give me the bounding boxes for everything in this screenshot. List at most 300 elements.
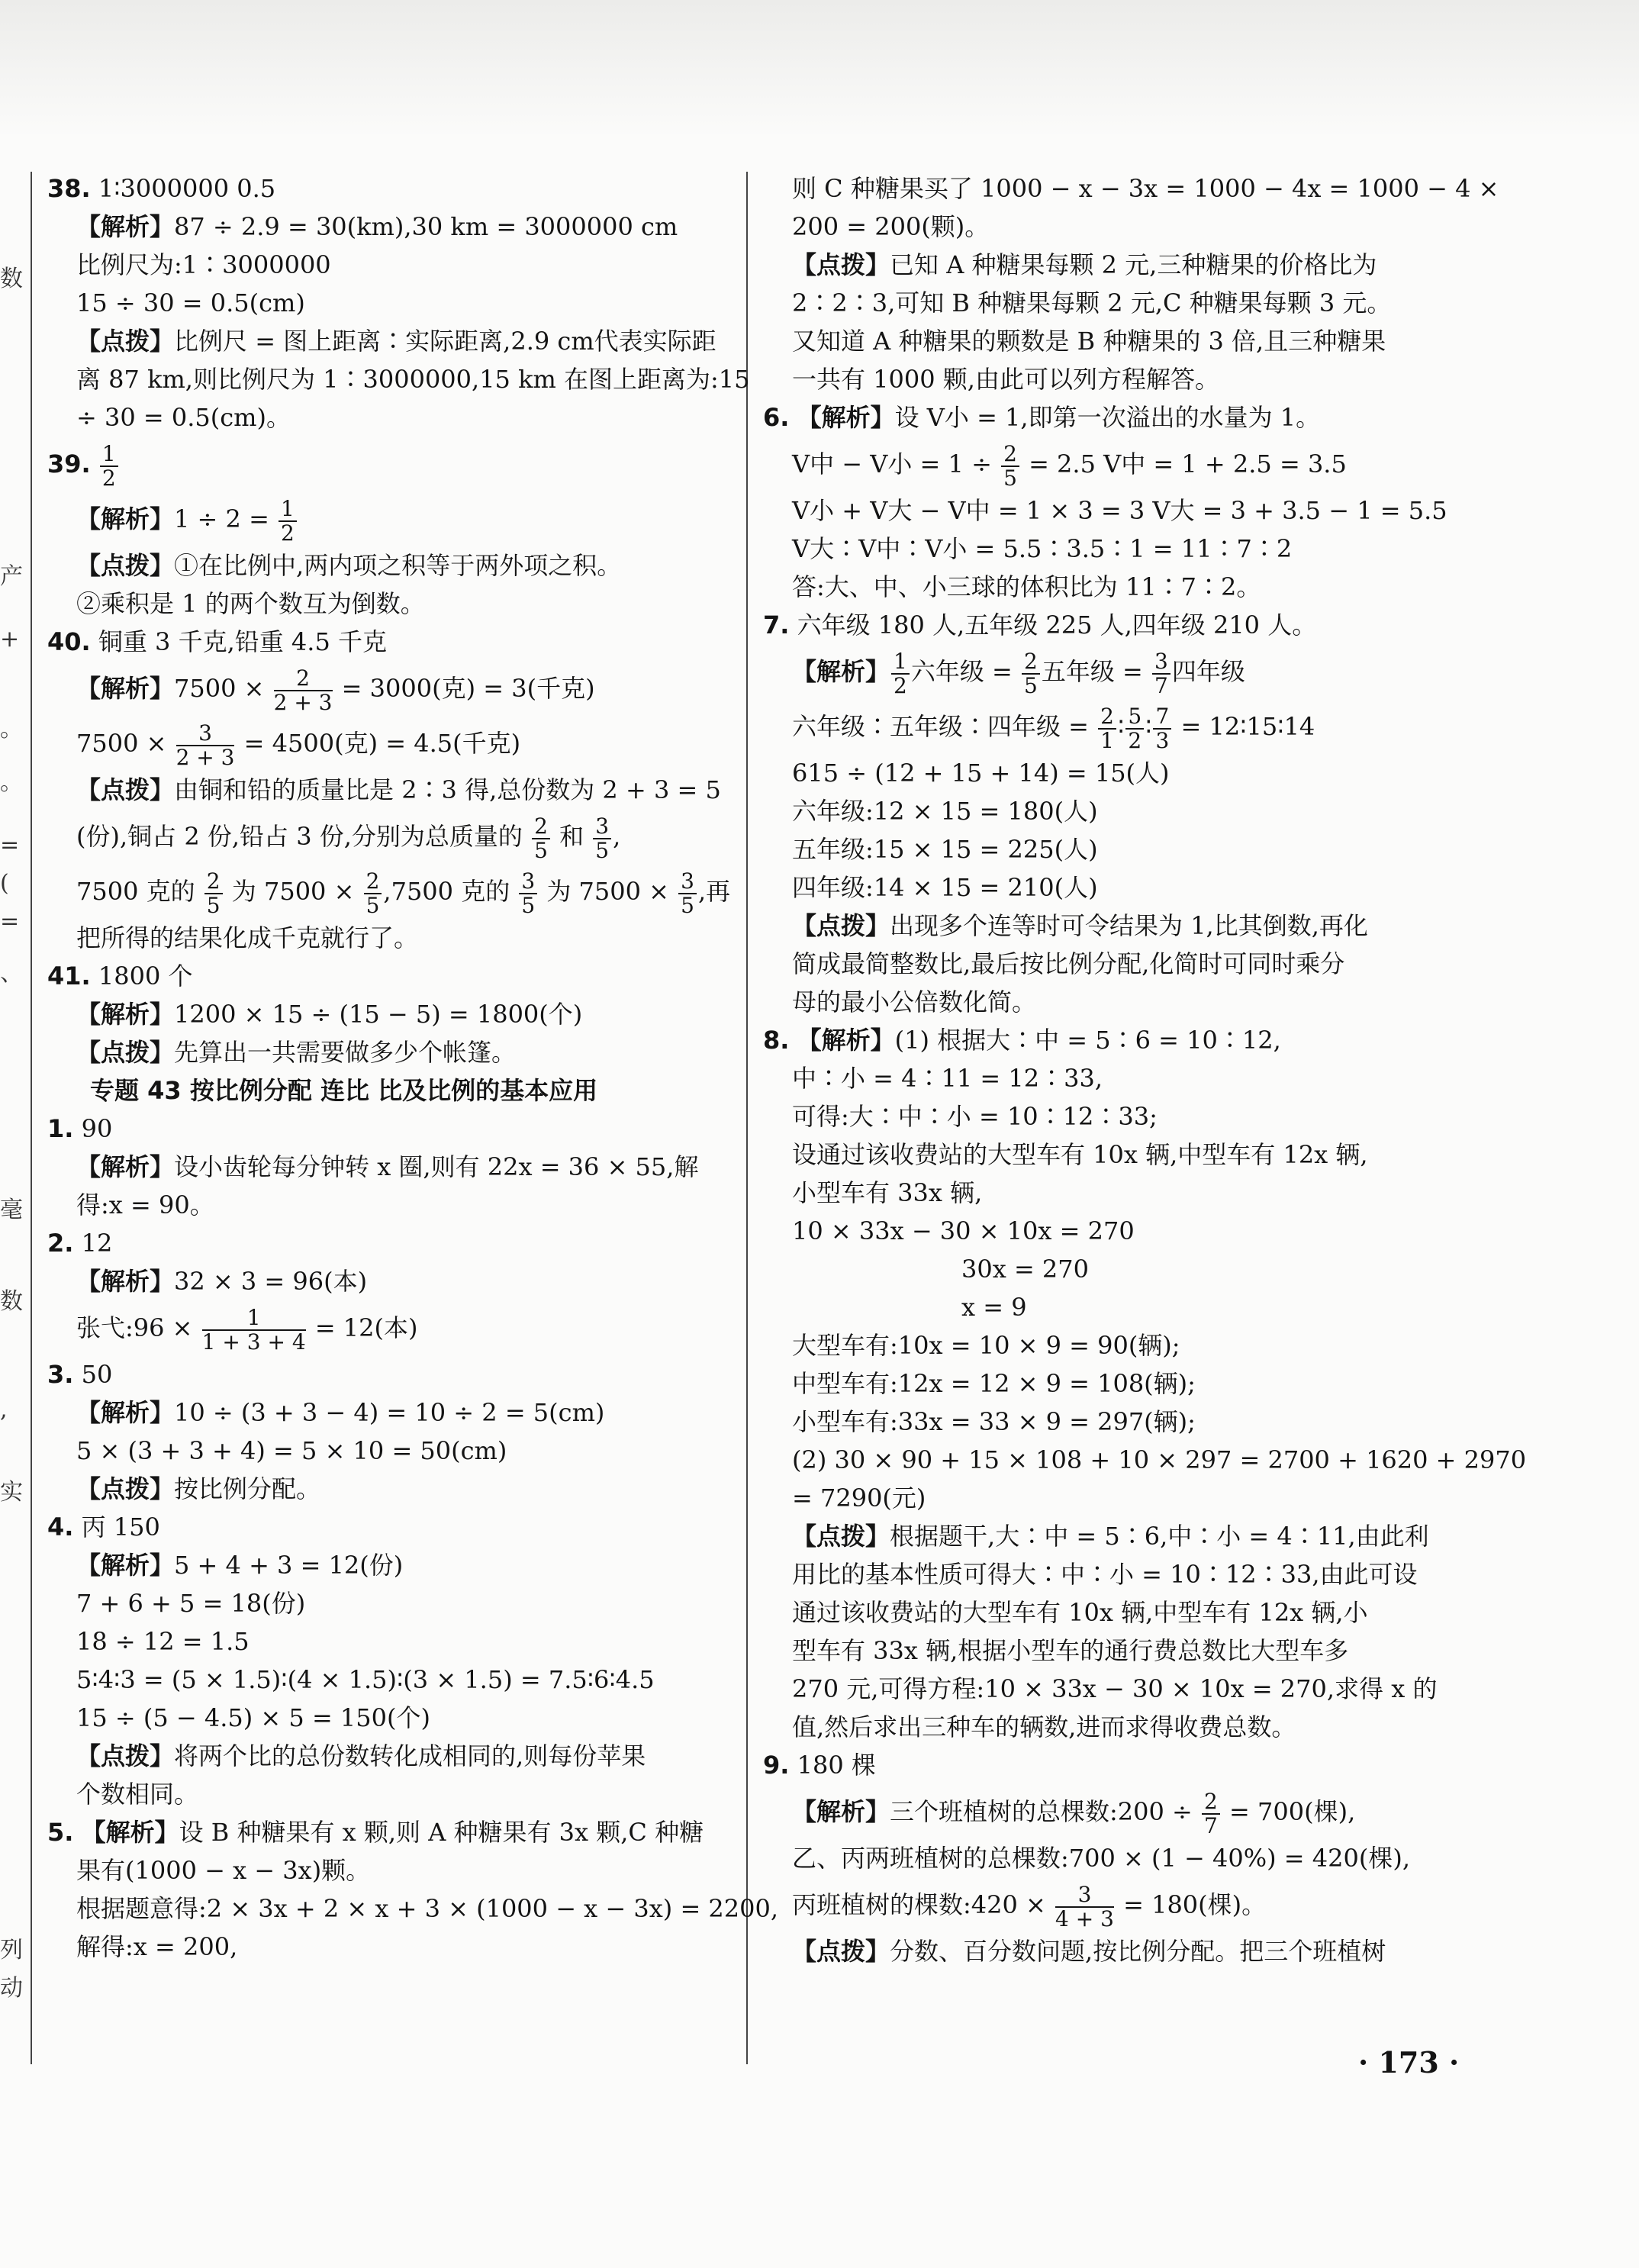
fraction — [678, 870, 697, 917]
text-line — [763, 1746, 1450, 1784]
text-line — [47, 1355, 742, 1393]
text-run: 铜重 3 千克,铅重 4.5 千克 — [90, 627, 387, 656]
text-line — [47, 169, 742, 208]
text-line — [763, 644, 1450, 699]
section-tag: 【点拨】 — [76, 327, 175, 356]
fraction-denominator: 5 — [534, 837, 548, 863]
fraction-numerator: 2 — [364, 870, 382, 894]
text-line — [763, 792, 1450, 830]
text-run: 大型车有:10x = 10 × 9 = 90(辆); — [792, 1331, 1180, 1360]
section-tag: 【解析】 — [76, 504, 175, 533]
fraction-numerator: 1 — [202, 1306, 306, 1331]
fraction-numerator: 1 — [279, 498, 297, 522]
text-line — [763, 530, 1450, 568]
text-line — [763, 983, 1450, 1021]
fraction — [1098, 705, 1116, 752]
text-run: 丙 150 — [73, 1513, 160, 1542]
text-run: 值,然后求出三种车的辆数,进而求得收费总数。 — [792, 1712, 1296, 1741]
fraction-denominator: 5 — [681, 892, 694, 918]
gutter-fragment: 数 — [0, 1288, 23, 1315]
text-run: = 180(棵)。 — [1115, 1890, 1267, 1919]
item-number: 6. — [763, 403, 790, 432]
text-line — [763, 1021, 1450, 1059]
text-run: 比例尺 = 图上距离∶实际距离,2.9 cm代表实际距 — [174, 327, 716, 356]
left-column-rule — [31, 172, 32, 2064]
text-run — [91, 449, 98, 478]
section-tag: 【解析】 — [81, 1818, 179, 1847]
fraction-numerator: 3 — [176, 722, 235, 746]
text-line — [47, 995, 742, 1033]
text-run: 四年级:14 × 15 = 210(人) — [792, 873, 1098, 902]
item-number: 7. — [763, 610, 790, 639]
text-run: 50 — [73, 1360, 113, 1389]
section-heading: 专题 43 按比例分配 连比 比及比例的基本应用 — [90, 1076, 598, 1105]
text-run: 1 ÷ 2 = — [174, 504, 278, 533]
section-tag: 【解析】 — [76, 1551, 175, 1580]
text-run: 小型车有:33x = 33 × 9 = 297(辆); — [792, 1407, 1196, 1436]
text-line — [763, 1593, 1450, 1632]
section-tag: 【解析】 — [76, 674, 175, 703]
section-tag: 【解析】 — [797, 403, 895, 432]
text-run: 五年级:15 × 15 = 225(人) — [792, 835, 1098, 864]
text-line — [47, 1584, 742, 1622]
section-tag: 【解析】 — [797, 1026, 895, 1055]
section-tag: 【解析】 — [792, 1797, 890, 1826]
gutter-fragment: 毫 — [0, 1197, 23, 1223]
text-run: = 12∶15∶14 — [1173, 712, 1315, 741]
text-line — [47, 1110, 742, 1148]
text-run: 180 棵 — [789, 1751, 876, 1780]
text-run: = 3000(克) = 3(千克) — [333, 674, 595, 703]
fraction — [1153, 705, 1171, 752]
item-number: 2. — [47, 1229, 74, 1258]
text-line — [47, 1148, 742, 1186]
text-run: 15 ÷ 30 = 0.5(cm) — [76, 288, 305, 317]
text-run: 10 ÷ (3 + 3 − 4) = 10 ÷ 2 = 5(cm) — [174, 1398, 605, 1427]
text-line — [47, 957, 742, 995]
text-line — [47, 1889, 779, 1928]
text-run: ∶ — [1145, 712, 1152, 741]
scan-shading — [0, 0, 1639, 137]
text-line — [47, 1546, 742, 1584]
text-line — [763, 606, 1450, 644]
item-number: 4. — [47, 1513, 74, 1542]
text-run: 按比例分配。 — [174, 1474, 321, 1503]
text-run: 为 7500 × — [539, 877, 678, 906]
text-run: 30x = 270 — [961, 1255, 1089, 1284]
text-line — [47, 1262, 742, 1300]
text-line — [47, 1699, 742, 1737]
text-run: 7500 × — [76, 729, 175, 758]
section-tag: 【解析】 — [792, 657, 890, 686]
fraction-numerator: 2 — [1001, 443, 1019, 467]
text-run: V大∶V中∶V小 = 5.5∶3.5∶1 = 11∶7∶2 — [792, 534, 1293, 563]
text-run: V中 − V小 = 1 ÷ — [792, 449, 1000, 478]
gutter-fragment: 实 — [0, 1479, 23, 1506]
text-run — [789, 403, 797, 432]
fraction-numerator: 3 — [678, 870, 697, 894]
fraction-denominator: 5 — [365, 892, 380, 918]
text-run: 615 ÷ (12 + 15 + 14) = 15(人) — [792, 759, 1170, 788]
item-number: 40. — [47, 627, 91, 656]
text-run: 离 87 km,则比例尺为 1∶3000000,15 km 在图上距离为:15 — [76, 365, 750, 394]
text-run: 1200 × 15 ÷ (15 − 5) = 1800(个) — [174, 1000, 583, 1029]
item-number: 9. — [763, 1751, 790, 1780]
text-run: 和 — [551, 822, 592, 851]
text-run: 乙、丙两班植树的总棵数:700 × (1 − 40%) = 420(棵), — [792, 1844, 1411, 1873]
fraction — [519, 870, 537, 917]
text-run: 5 × (3 + 3 + 4) = 5 × 10 = 50(cm) — [76, 1436, 507, 1465]
text-line — [47, 623, 742, 661]
gutter-fragment: + — [0, 626, 20, 652]
text-run: 六年级 = — [910, 657, 1021, 686]
item-number: 5. — [47, 1818, 74, 1847]
text-line — [763, 1877, 1450, 1932]
text-run: 7 + 6 + 5 = 18(份) — [76, 1589, 306, 1618]
text-run: 7500 × — [174, 674, 272, 703]
gutter-fragment: , — [0, 1397, 8, 1423]
text-run: 四年级 — [1171, 657, 1245, 686]
text-line — [763, 1097, 1450, 1136]
text-run: = 4500(克) = 4.5(千克) — [236, 729, 521, 758]
fraction — [364, 870, 382, 917]
gutter-fragment: 。 — [0, 769, 23, 796]
text-line — [47, 1813, 742, 1851]
text-run: 18 ÷ 12 = 1.5 — [76, 1627, 250, 1656]
gutter-fragment: 。 — [0, 716, 23, 743]
gutter-fragment: 列 — [0, 1937, 23, 1964]
text-run: 设 V小 = 1,即第一次溢出的水量为 1。 — [894, 403, 1321, 432]
text-run: 通过该收费站的大型车有 10x 辆,中型车有 12x 辆,小 — [792, 1598, 1368, 1627]
text-line — [47, 1622, 742, 1661]
item-number: 41. — [47, 962, 91, 991]
text-line — [763, 1288, 1450, 1326]
text-run: = 700(棵), — [1221, 1797, 1356, 1826]
text-line — [763, 945, 1450, 983]
fraction-numerator: 2 — [1098, 705, 1116, 730]
text-run: 出现多个连等时可令结果为 1,比其倒数,再化 — [890, 911, 1368, 940]
text-line — [763, 284, 1450, 322]
text-run: 10 × 33x − 30 × 10x = 270 — [792, 1216, 1135, 1245]
fraction-denominator: 4 + 3 — [1055, 1906, 1114, 1931]
text-run: 7500 克的 — [76, 877, 203, 906]
text-line — [763, 169, 1499, 208]
text-line — [763, 491, 1450, 530]
text-line — [47, 1661, 742, 1699]
text-run: 为 7500 × — [224, 877, 362, 906]
text-run: 中型车有:12x = 12 × 9 = 108(辆); — [792, 1369, 1196, 1398]
gutter-fragment: 产 — [0, 563, 23, 590]
text-run: 得:x = 90。 — [76, 1190, 214, 1219]
text-run: 根据题意得:2 × 3x + 2 × x + 3 × (1000 − x − 3x) = 2200, — [76, 1894, 779, 1923]
text-run — [73, 1818, 81, 1847]
fraction-denominator: 7 — [1204, 1812, 1218, 1838]
text-line — [763, 1632, 1450, 1670]
text-line — [47, 661, 742, 716]
text-run: = 7290(元) — [792, 1484, 926, 1513]
text-line — [763, 1364, 1450, 1403]
text-line — [47, 208, 742, 246]
text-line — [47, 771, 742, 809]
right-column — [763, 169, 1527, 1970]
section-tag: 【点拨】 — [76, 1038, 175, 1067]
text-line — [47, 1033, 742, 1071]
fraction-denominator: 5 — [595, 837, 610, 863]
text-line — [47, 1432, 742, 1470]
fraction-denominator: 2 + 3 — [175, 744, 235, 770]
text-run: (份),铜占 2 份,铅占 3 份,分别为总质量的 — [76, 822, 531, 851]
fraction — [279, 495, 297, 546]
text-run: 90 — [73, 1114, 113, 1143]
text-line — [763, 1059, 1450, 1097]
text-line — [47, 1224, 742, 1262]
text-line — [47, 1186, 742, 1224]
text-line — [47, 437, 742, 491]
text-run: 型车有 33x 辆,根据小型车的通行费总数比大型车多 — [792, 1636, 1349, 1665]
fraction-numerator: 2 — [274, 667, 333, 691]
text-line — [47, 546, 742, 585]
section-tag: 【点拨】 — [792, 1522, 890, 1551]
text-run: 又知道 A 种糖果的颗数是 B 种糖果的 3 倍,且三种糖果 — [792, 327, 1386, 356]
item-number: 8. — [763, 1026, 790, 1055]
fraction-numerator: 3 — [1152, 650, 1170, 675]
text-line — [763, 1784, 1450, 1839]
text-run: 设通过该收费站的大型车有 10x 辆,中型车有 12x 辆, — [792, 1140, 1368, 1169]
text-line — [47, 284, 742, 322]
text-line — [47, 322, 742, 360]
text-line — [763, 1708, 1450, 1746]
fraction — [1202, 1790, 1220, 1838]
fraction — [1055, 1883, 1114, 1931]
item-number: 39. — [47, 449, 91, 478]
text-line — [763, 830, 1450, 868]
text-run: = 12(本) — [307, 1313, 418, 1342]
fraction-denominator: 3 — [1155, 727, 1170, 753]
fraction — [593, 815, 611, 862]
section-tag: 【点拨】 — [792, 911, 890, 940]
text-run: 1∶3000000 0.5 — [90, 174, 276, 203]
text-run: 比例尺为:1∶3000000 — [76, 250, 331, 279]
text-line — [763, 437, 1450, 491]
text-line — [47, 1300, 742, 1355]
gutter-fragment: ( — [0, 870, 9, 897]
text-run: 解得:x = 200, — [76, 1932, 238, 1961]
text-run: 答:大、中、小三球的体积比为 11∶7∶2。 — [792, 572, 1261, 601]
text-line — [763, 246, 1450, 284]
fraction — [1125, 705, 1144, 752]
section-tag: 【点拨】 — [76, 551, 175, 580]
section-tag: 【点拨】 — [76, 1474, 175, 1503]
text-line — [763, 1479, 1450, 1517]
text-run: 三个班植树的总棵数:200 ÷ — [890, 1797, 1201, 1826]
text-run: 15 ÷ (5 − 4.5) × 5 = 150(个) — [76, 1703, 430, 1732]
text-line — [47, 398, 742, 437]
fraction-numerator: 3 — [519, 870, 537, 894]
text-run: 5 + 4 + 3 = 12(份) — [174, 1551, 404, 1580]
text-run: (1) 根据大∶中 = 5∶6 = 10∶12, — [894, 1026, 1281, 1055]
section-tag: 【点拨】 — [76, 1741, 175, 1770]
gutter-fragment: 数 — [0, 266, 23, 292]
text-line — [47, 1928, 742, 1966]
text-line — [763, 907, 1450, 945]
text-run: 已知 A 种糖果每颗 2 元,三种糖果的价格比为 — [890, 250, 1377, 279]
gutter-fragment: = — [0, 908, 20, 935]
text-run: ②乘积是 1 的两个数互为倒数。 — [76, 589, 425, 618]
section-tag: 【解析】 — [76, 1267, 175, 1296]
text-run — [789, 1026, 797, 1055]
text-run: 87 ÷ 2.9 = 30(km),30 km = 3000000 cm — [174, 212, 678, 241]
section-tag: 【点拨】 — [792, 1937, 890, 1966]
fraction — [176, 722, 235, 769]
text-line — [763, 1555, 1450, 1593]
text-line — [763, 754, 1450, 792]
center-column-rule — [746, 172, 748, 2064]
fraction-numerator: 2 — [1022, 650, 1040, 675]
text-run: 小型车有 33x 辆, — [792, 1178, 983, 1207]
fraction — [204, 870, 223, 917]
text-line — [763, 699, 1450, 754]
text-line — [763, 1403, 1450, 1441]
fraction-numerator: 7 — [1153, 705, 1171, 730]
text-line — [763, 1326, 1450, 1364]
text-run: ,7500 克的 — [383, 877, 518, 906]
text-run: ①在比例中,两内项之积等于两外项之积。 — [174, 551, 622, 580]
text-line — [763, 1670, 1450, 1708]
text-run: x = 9 — [961, 1293, 1027, 1322]
fraction-numerator: 2 — [204, 870, 223, 894]
text-run: 中∶小 = 4∶11 = 12∶33, — [792, 1064, 1103, 1093]
text-run: ∶ — [1118, 712, 1125, 741]
text-run: 32 × 3 = 96(本) — [174, 1267, 368, 1296]
text-run: 一共有 1000 颗,由此可以列方程解答。 — [792, 365, 1219, 394]
fraction — [532, 815, 550, 862]
fraction-denominator: 5 — [1003, 465, 1017, 491]
text-run: 270 元,可得方程:10 × 33x − 30 × 10x = 270,求得 x 的 — [792, 1674, 1438, 1703]
text-run: 丙班植树的棵数:420 × — [792, 1890, 1055, 1919]
fraction — [100, 440, 118, 491]
text-run: 设小齿轮每分钟转 x 圈,则有 22x = 36 × 55,解 — [174, 1152, 699, 1181]
fraction-denominator: 7 — [1154, 672, 1168, 698]
fraction-denominator: 2 — [101, 465, 116, 491]
text-line — [763, 1839, 1450, 1877]
fraction-numerator: 5 — [1125, 705, 1144, 730]
text-line — [47, 1508, 742, 1546]
fraction — [1152, 650, 1170, 697]
text-run: 将两个比的总份数转化成相同的,则每份苹果 — [174, 1741, 646, 1770]
fraction — [1022, 650, 1040, 697]
text-run: (2) 30 × 90 + 15 × 108 + 10 × 297 = 2700 + 1620 + 2970 — [792, 1445, 1527, 1474]
fraction-denominator: 1 + 3 + 4 — [201, 1329, 306, 1355]
text-line — [763, 1212, 1450, 1250]
text-run: 个数相同。 — [76, 1780, 199, 1809]
text-line — [763, 398, 1450, 437]
left-column — [47, 169, 779, 1966]
text-run: 六年级:12 × 15 = 180(人) — [792, 797, 1098, 826]
fraction-denominator: 2 — [281, 520, 295, 546]
text-run: 六年级∶五年级∶四年级 = — [792, 712, 1097, 741]
text-line — [763, 1174, 1450, 1212]
text-run: 200 = 200(颗)。 — [792, 212, 990, 241]
fraction — [202, 1306, 306, 1354]
text-line — [763, 1250, 1450, 1288]
text-run: 张弋:96 × — [76, 1313, 201, 1342]
text-run: = 2.5 V中 = 1 + 2.5 = 3.5 — [1020, 449, 1347, 478]
text-line — [763, 360, 1450, 398]
text-run: 分数、百分数问题,按比例分配。把三个班植树 — [890, 1937, 1386, 1966]
text-line — [47, 360, 750, 398]
text-run: 由铜和铅的质量比是 2∶3 得,总份数为 2 + 3 = 5 — [174, 775, 721, 804]
gutter-fragment: 动 — [0, 1975, 23, 2002]
text-run: 六年级 180 人,五年级 225 人,四年级 210 人。 — [789, 610, 1317, 639]
text-run: 2∶2∶3,可知 B 种糖果每颗 2 元,C 种糖果每颗 3 元。 — [792, 288, 1392, 317]
page-number: · 173 · — [1358, 2045, 1460, 2080]
fraction — [891, 650, 910, 697]
fraction — [274, 667, 333, 714]
item-number: 1. — [47, 1114, 74, 1143]
item-number: 3. — [47, 1360, 74, 1389]
text-line — [47, 809, 742, 864]
fraction-numerator: 2 — [1202, 1790, 1220, 1815]
text-line — [47, 1851, 742, 1889]
text-run: 1800 个 — [90, 962, 193, 991]
text-run: 把所得的结果化成千克就行了。 — [76, 923, 419, 952]
text-run: 12 — [73, 1229, 113, 1258]
text-line — [47, 1775, 742, 1813]
text-line — [763, 1441, 1527, 1479]
text-line — [763, 208, 1450, 246]
text-line — [47, 491, 742, 546]
fraction-numerator: 2 — [532, 815, 550, 839]
section-tag: 【解析】 — [76, 1152, 175, 1181]
text-line — [47, 1393, 742, 1432]
section-tag: 【解析】 — [76, 1398, 175, 1427]
text-run: 先算出一共需要做多少个帐篷。 — [174, 1038, 517, 1067]
text-line — [763, 1932, 1450, 1970]
fraction — [1001, 440, 1019, 491]
text-run: 5∶4∶3 = (5 × 1.5)∶(4 × 1.5)∶(3 × 1.5) = 7.5∶6∶4.5 — [76, 1665, 655, 1694]
text-line — [763, 322, 1450, 360]
text-run: 则 C 种糖果买了 1000 − x − 3x = 1000 − 4x = 1000 − 4 × — [792, 174, 1499, 203]
text-run: ,再 — [697, 877, 731, 906]
text-run: 根据题干,大∶中 = 5∶6,中∶小 = 4∶11,由此利 — [890, 1522, 1429, 1551]
fraction-denominator: 2 + 3 — [273, 689, 333, 715]
text-run: ÷ 30 = 0.5(cm)。 — [76, 403, 291, 432]
item-number: 38. — [47, 174, 91, 203]
text-line — [47, 1737, 742, 1775]
text-line — [47, 585, 742, 623]
fraction-denominator: 2 — [894, 672, 907, 698]
section-tag: 【解析】 — [76, 212, 175, 241]
text-run: 简成最简整数比,最后按比例分配,化简时可同时乘分 — [792, 949, 1345, 978]
text-run: V小 + V大 − V中 = 1 × 3 = 3 V大 = 3 + 3.5 − 1 = 5.5 — [792, 496, 1447, 525]
section-tag: 【点拨】 — [792, 250, 890, 279]
text-line — [47, 864, 742, 919]
text-run: 五年级 = — [1041, 657, 1151, 686]
fraction-denominator: 2 — [1128, 727, 1142, 753]
fraction-denominator: 5 — [1024, 672, 1038, 698]
text-run: 设 B 种糖果有 x 颗,则 A 种糖果有 3x 颗,C 种糖 — [179, 1818, 704, 1847]
text-line — [47, 246, 742, 284]
text-run: 母的最小公倍数化简。 — [792, 987, 1037, 1016]
fraction-numerator: 1 — [891, 650, 910, 675]
text-line — [47, 716, 742, 771]
text-run: , — [613, 822, 621, 851]
left-gutter-fragments — [0, 176, 31, 2083]
fraction-numerator: 3 — [593, 815, 611, 839]
gutter-fragment: 、 — [0, 960, 23, 987]
text-line — [47, 919, 742, 957]
text-line — [47, 1470, 742, 1508]
